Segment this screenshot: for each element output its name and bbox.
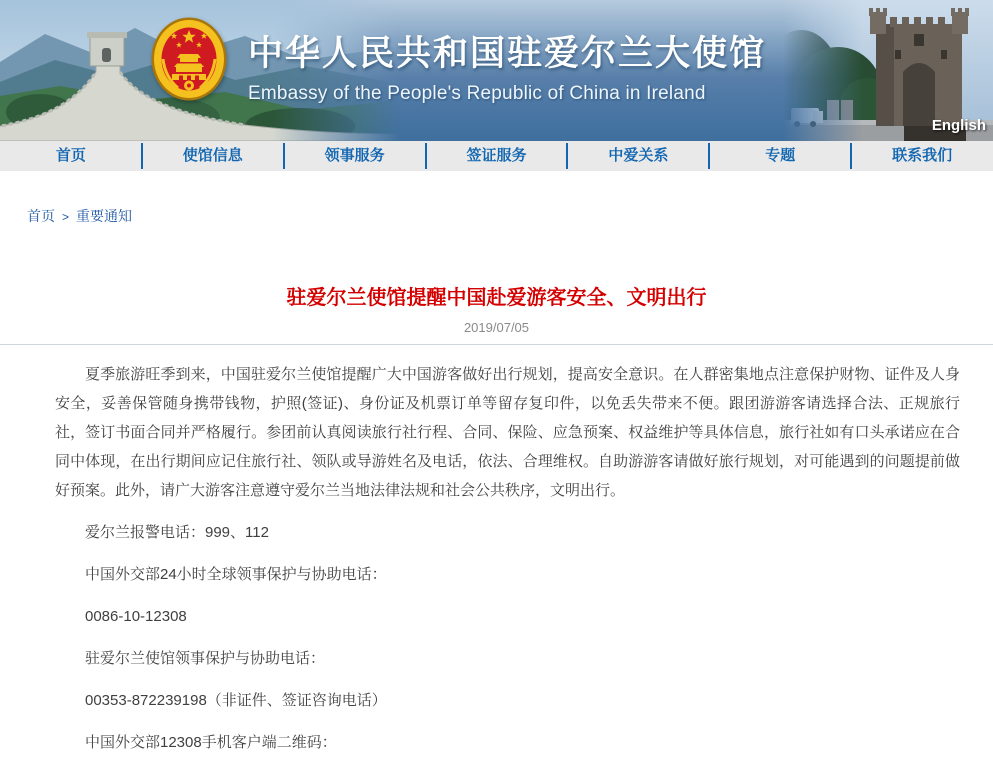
- nav-item-contact-us[interactable]: 联系我们: [851, 141, 993, 171]
- china-national-emblem-icon: [151, 17, 227, 101]
- breadcrumb-current-link[interactable]: 重要通知: [76, 208, 133, 224]
- article-paragraph-embassy-hotline-label: 驻爱尔兰使馆领事保护与协助电话：: [85, 650, 326, 667]
- article-paragraph-ireland-emergency-phone: 爱尔兰报警电话：999、112: [85, 524, 269, 541]
- main-navigation: [0, 141, 993, 171]
- site-title-chinese: 中华人民共和国驻爱尔兰大使馆: [248, 34, 767, 73]
- nav-item-embassy-info[interactable]: 使馆信息: [142, 141, 284, 171]
- article-paragraph-mfa-hotline-label: 中国外交部24小时全球领事保护与协助电话：: [85, 566, 387, 583]
- article-paragraph-mfa-hotline-number: 0086-10-12308: [85, 608, 187, 625]
- article-paragraph-main: 夏季旅游旺季到来，中国驻爱尔兰使馆提醒广大中国游客做好出行规划，提高安全意识。在人群密集地点注意保护财物、证件及人身安全，妥善保管随身携带钱物，护照(签证)、身份证及机票订单等留存复印件，以免丢失带来不便。跟团游游客请选择合法、正规旅行社，签订书面合同并严格履行。参团前认真阅读旅行社行程、合同、保险、应急预案、权益维护等具体信息，旅行社如有口头承诺应在合同中体现，在出行期间应记住旅行社、领队或导游姓名及电话，依法、合理维权。自助游游客请做好旅行规划，对可能遇到的问题提前做好预案。此外，请广大游客注意遵守爱尔兰当地法律法规和社会公共秩序，文明出行。: [55, 366, 960, 499]
- article-title: 驻爱尔兰使馆提醒中国赴爱游客安全、文明出行: [286, 287, 707, 309]
- nav-item-visa-services[interactable]: 签证服务: [426, 141, 568, 171]
- breadcrumb-home-link[interactable]: 首页: [27, 208, 55, 224]
- breadcrumb: [0, 171, 993, 227]
- site-banner: [0, 0, 993, 141]
- nav-item-topics[interactable]: 专题: [709, 141, 851, 171]
- nav-item-china-ireland-relations[interactable]: 中爱关系: [567, 141, 709, 171]
- english-language-link[interactable]: English: [931, 117, 986, 134]
- nav-item-home[interactable]: 首页: [55, 147, 86, 164]
- article-body: [0, 345, 993, 757]
- article-date: 2019/07/05: [463, 320, 530, 335]
- article: [0, 286, 993, 757]
- nav-item-consular-services[interactable]: 领事服务: [284, 141, 426, 171]
- site-title-english: Embassy of the People's Republic of China in Ireland: [248, 83, 706, 104]
- breadcrumb-separator: >: [62, 210, 70, 224]
- article-paragraph-qrcode-label: 中国外交部12308手机客户端二维码：: [85, 734, 337, 751]
- article-paragraph-embassy-hotline-number: 00353-872239198（非证件、签证咨询电话）: [85, 692, 387, 709]
- site-titles: [248, 26, 766, 105]
